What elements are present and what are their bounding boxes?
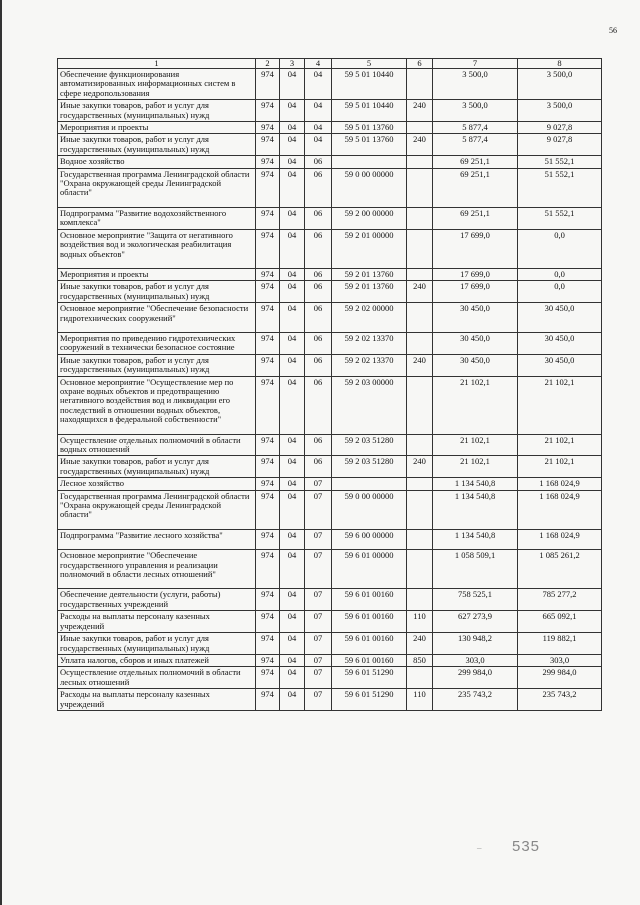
row-name-cell: Расходы на выплаты персоналу казенных учреждений: [58, 611, 256, 633]
table-row: [58, 654, 602, 666]
row-name-cell: Расходы на выплаты персоналу казенных учреждений: [58, 689, 256, 711]
row-amount-2-cell: 1 168 024,9: [518, 529, 602, 549]
row-amount-2-cell: 21 102,1: [518, 376, 602, 434]
row-target-cell: 59 2 03 51280: [332, 434, 407, 456]
row-type-cell: [407, 490, 433, 529]
row-type-cell: 110: [407, 611, 433, 633]
row-type-cell: [407, 168, 433, 207]
table-row: [58, 69, 602, 100]
row-subsection-cell: 07: [305, 611, 332, 633]
row-target-cell: 59 5 01 10440: [332, 100, 407, 122]
row-section-cell: 04: [280, 207, 305, 229]
budget-table: [57, 58, 602, 711]
row-amount-2-cell: 9 027,8: [518, 122, 602, 134]
row-subsection-cell: 06: [305, 354, 332, 376]
row-amount-2-cell: 51 552,1: [518, 168, 602, 207]
table-row: [58, 490, 602, 529]
header-cell: 3: [280, 59, 305, 69]
header-cell: 6: [407, 59, 433, 69]
row-target-cell: 59 6 01 51290: [332, 667, 407, 689]
row-section-cell: 04: [280, 69, 305, 100]
row-code-cell: 974: [256, 156, 280, 168]
row-type-cell: 240: [407, 633, 433, 655]
row-code-cell: 974: [256, 69, 280, 100]
row-target-cell: 59 2 02 13370: [332, 354, 407, 376]
row-target-cell: 59 2 03 51280: [332, 456, 407, 478]
row-type-cell: 110: [407, 689, 433, 711]
row-amount-1-cell: 235 743,2: [433, 689, 518, 711]
row-code-cell: 974: [256, 229, 280, 268]
table-row: [58, 332, 602, 354]
row-subsection-cell: 06: [305, 168, 332, 207]
row-amount-1-cell: 1 134 540,8: [433, 490, 518, 529]
row-type-cell: [407, 156, 433, 168]
row-code-cell: 974: [256, 529, 280, 549]
row-type-cell: [407, 332, 433, 354]
row-name-cell: Мероприятия и проекты: [58, 122, 256, 134]
row-name-cell: Иные закупки товаров, работ и услуг для государственных (муниципальных) нужд: [58, 354, 256, 376]
table-row: [58, 689, 602, 711]
row-code-cell: 974: [256, 490, 280, 529]
row-amount-2-cell: 9 027,8: [518, 134, 602, 156]
row-section-cell: 04: [280, 134, 305, 156]
row-amount-2-cell: 3 500,0: [518, 100, 602, 122]
row-amount-2-cell: 785 277,2: [518, 589, 602, 611]
row-target-cell: 59 6 01 51290: [332, 689, 407, 711]
row-section-cell: 04: [280, 156, 305, 168]
row-target-cell: 59 5 01 13760: [332, 134, 407, 156]
row-name-cell: Водное хозяйство: [58, 156, 256, 168]
row-code-cell: 974: [256, 268, 280, 280]
row-section-cell: 04: [280, 529, 305, 549]
row-type-cell: [407, 229, 433, 268]
table-row: [58, 268, 602, 280]
row-amount-2-cell: 1 085 261,2: [518, 550, 602, 589]
table-row: [58, 134, 602, 156]
row-section-cell: 04: [280, 229, 305, 268]
row-amount-2-cell: 303,0: [518, 654, 602, 666]
row-type-cell: [407, 589, 433, 611]
row-subsection-cell: 07: [305, 589, 332, 611]
row-section-cell: 04: [280, 478, 305, 490]
row-name-cell: Уплата налогов, сборов и иных платежей: [58, 654, 256, 666]
row-section-cell: 04: [280, 268, 305, 280]
table-row: [58, 478, 602, 490]
row-section-cell: 04: [280, 654, 305, 666]
row-name-cell: Основное мероприятие "Обеспечение государственного управления и реализации полномочий в области лесных отношений": [58, 550, 256, 589]
page-number: 56: [609, 26, 617, 35]
header-cell: 5: [332, 59, 407, 69]
row-amount-2-cell: 1 168 024,9: [518, 478, 602, 490]
row-amount-1-cell: 758 525,1: [433, 589, 518, 611]
row-target-cell: 59 2 03 00000: [332, 376, 407, 434]
row-amount-1-cell: 21 102,1: [433, 376, 518, 434]
row-amount-2-cell: 665 092,1: [518, 611, 602, 633]
row-subsection-cell: 06: [305, 229, 332, 268]
row-target-cell: 59 6 01 00160: [332, 589, 407, 611]
row-code-cell: 974: [256, 168, 280, 207]
row-subsection-cell: 06: [305, 156, 332, 168]
row-type-cell: [407, 207, 433, 229]
header-cell: 1: [58, 59, 256, 69]
table-row: [58, 456, 602, 478]
row-subsection-cell: 06: [305, 332, 332, 354]
row-code-cell: 974: [256, 281, 280, 303]
stamp-number: 535: [512, 838, 541, 855]
row-amount-1-cell: 3 500,0: [433, 69, 518, 100]
row-amount-1-cell: 5 877,4: [433, 122, 518, 134]
row-name-cell: Подпрограмма "Развитие лесного хозяйства": [58, 529, 256, 549]
row-code-cell: 974: [256, 478, 280, 490]
row-type-cell: [407, 529, 433, 549]
header-cell: 4: [305, 59, 332, 69]
row-name-cell: Осуществление отдельных полномочий в области водных отношений: [58, 434, 256, 456]
row-code-cell: 974: [256, 611, 280, 633]
row-type-cell: [407, 69, 433, 100]
row-amount-1-cell: 30 450,0: [433, 303, 518, 333]
row-amount-1-cell: 69 251,1: [433, 156, 518, 168]
row-subsection-cell: 06: [305, 281, 332, 303]
row-amount-2-cell: 30 450,0: [518, 354, 602, 376]
row-code-cell: 974: [256, 332, 280, 354]
row-target-cell: 59 2 02 00000: [332, 303, 407, 333]
row-type-cell: [407, 478, 433, 490]
row-section-cell: 04: [280, 376, 305, 434]
table-row: [58, 354, 602, 376]
row-amount-2-cell: 299 984,0: [518, 667, 602, 689]
row-section-cell: 04: [280, 281, 305, 303]
row-target-cell: 59 6 01 00160: [332, 633, 407, 655]
row-subsection-cell: 06: [305, 376, 332, 434]
row-type-cell: [407, 303, 433, 333]
row-amount-2-cell: 30 450,0: [518, 332, 602, 354]
row-type-cell: 240: [407, 134, 433, 156]
row-target-cell: 59 5 01 13760: [332, 122, 407, 134]
row-subsection-cell: 04: [305, 134, 332, 156]
header-cell: 2: [256, 59, 280, 69]
row-subsection-cell: 07: [305, 689, 332, 711]
row-amount-1-cell: 30 450,0: [433, 354, 518, 376]
table-row: [58, 156, 602, 168]
row-name-cell: Мероприятия и проекты: [58, 268, 256, 280]
row-amount-1-cell: 69 251,1: [433, 168, 518, 207]
row-name-cell: Подпрограмма "Развитие водохозяйственного комплекса": [58, 207, 256, 229]
row-code-cell: 974: [256, 689, 280, 711]
row-amount-1-cell: 17 699,0: [433, 268, 518, 280]
row-amount-1-cell: 30 450,0: [433, 332, 518, 354]
row-type-cell: [407, 434, 433, 456]
row-name-cell: Обеспечение деятельности (услуги, работы) государственных учреждений: [58, 589, 256, 611]
table-row: [58, 434, 602, 456]
row-subsection-cell: 06: [305, 207, 332, 229]
table-row: [58, 168, 602, 207]
table-row: [58, 281, 602, 303]
header-cell: 7: [433, 59, 518, 69]
row-section-cell: 04: [280, 354, 305, 376]
row-code-cell: 974: [256, 207, 280, 229]
table-row: [58, 207, 602, 229]
row-section-cell: 04: [280, 434, 305, 456]
table-header-row: [58, 59, 602, 69]
row-target-cell: 59 2 01 13760: [332, 281, 407, 303]
row-section-cell: 04: [280, 168, 305, 207]
row-target-cell: 59 6 00 00000: [332, 529, 407, 549]
row-amount-1-cell: 21 102,1: [433, 456, 518, 478]
row-section-cell: 04: [280, 456, 305, 478]
row-code-cell: 974: [256, 303, 280, 333]
row-code-cell: 974: [256, 134, 280, 156]
row-subsection-cell: 07: [305, 529, 332, 549]
row-code-cell: 974: [256, 376, 280, 434]
row-section-cell: 04: [280, 667, 305, 689]
table-row: [58, 229, 602, 268]
row-name-cell: Обеспечение функционирования автоматизированных информационных систем в сфере недропользования: [58, 69, 256, 100]
scan-edge: [0, 0, 2, 905]
row-amount-1-cell: 17 699,0: [433, 281, 518, 303]
row-code-cell: 974: [256, 354, 280, 376]
row-amount-2-cell: 235 743,2: [518, 689, 602, 711]
row-target-cell: 59 2 01 00000: [332, 229, 407, 268]
row-subsection-cell: 04: [305, 122, 332, 134]
row-target-cell: 59 0 00 00000: [332, 490, 407, 529]
row-amount-2-cell: 119 882,1: [518, 633, 602, 655]
row-amount-2-cell: 21 102,1: [518, 434, 602, 456]
row-type-cell: [407, 667, 433, 689]
row-amount-2-cell: 0,0: [518, 268, 602, 280]
row-name-cell: Основное мероприятие "Осуществление мер по охране водных объектов и предотвращению негативного воздействия вод и ликвидации его последствий в отношении водных объектов, находящихся в федеральной собственности": [58, 376, 256, 434]
header-cell: 8: [518, 59, 602, 69]
row-target-cell: 59 2 01 13760: [332, 268, 407, 280]
row-subsection-cell: 06: [305, 303, 332, 333]
row-amount-1-cell: 17 699,0: [433, 229, 518, 268]
row-target-cell: [332, 478, 407, 490]
row-subsection-cell: 06: [305, 434, 332, 456]
row-name-cell: Осуществление отдельных полномочий в области лесных отношений: [58, 667, 256, 689]
row-target-cell: 59 6 01 00000: [332, 550, 407, 589]
row-subsection-cell: 07: [305, 633, 332, 655]
row-subsection-cell: 07: [305, 478, 332, 490]
row-code-cell: 974: [256, 456, 280, 478]
row-section-cell: 04: [280, 633, 305, 655]
row-amount-1-cell: 21 102,1: [433, 434, 518, 456]
row-target-cell: 59 6 01 00160: [332, 654, 407, 666]
table-row: [58, 611, 602, 633]
row-subsection-cell: 07: [305, 490, 332, 529]
row-target-cell: 59 6 01 00160: [332, 611, 407, 633]
row-amount-2-cell: 0,0: [518, 229, 602, 268]
row-name-cell: Мероприятия по приведению гидротехнических сооружений в технически безопасное состояние: [58, 332, 256, 354]
row-subsection-cell: 07: [305, 667, 332, 689]
row-type-cell: 240: [407, 100, 433, 122]
row-section-cell: 04: [280, 122, 305, 134]
row-amount-2-cell: 3 500,0: [518, 69, 602, 100]
table-row: [58, 589, 602, 611]
row-subsection-cell: 07: [305, 654, 332, 666]
row-type-cell: [407, 550, 433, 589]
row-amount-2-cell: 30 450,0: [518, 303, 602, 333]
row-amount-1-cell: 1 134 540,8: [433, 529, 518, 549]
row-subsection-cell: 07: [305, 550, 332, 589]
row-code-cell: 974: [256, 122, 280, 134]
row-target-cell: 59 2 02 13370: [332, 332, 407, 354]
row-amount-1-cell: 5 877,4: [433, 134, 518, 156]
row-subsection-cell: 06: [305, 268, 332, 280]
row-name-cell: Государственная программа Ленинградской области "Охрана окружающей среды Ленинградской области": [58, 490, 256, 529]
row-code-cell: 974: [256, 589, 280, 611]
row-amount-1-cell: 299 984,0: [433, 667, 518, 689]
row-type-cell: [407, 376, 433, 434]
table-row: [58, 376, 602, 434]
row-name-cell: Иные закупки товаров, работ и услуг для государственных (муниципальных) нужд: [58, 134, 256, 156]
row-subsection-cell: 06: [305, 456, 332, 478]
row-name-cell: Лесное хозяйство: [58, 478, 256, 490]
row-section-cell: 04: [280, 332, 305, 354]
row-type-cell: [407, 122, 433, 134]
row-section-cell: 04: [280, 550, 305, 589]
row-section-cell: 04: [280, 100, 305, 122]
row-amount-1-cell: 303,0: [433, 654, 518, 666]
row-amount-2-cell: 51 552,1: [518, 207, 602, 229]
row-target-cell: 59 5 01 10440: [332, 69, 407, 100]
row-section-cell: 04: [280, 490, 305, 529]
row-amount-1-cell: 1 058 509,1: [433, 550, 518, 589]
row-amount-1-cell: 69 251,1: [433, 207, 518, 229]
row-name-cell: Государственная программа Ленинградской области "Охрана окружающей среды Ленинградской области": [58, 168, 256, 207]
row-name-cell: Основное мероприятие "Защита от негативного воздействия вод и экологическая реабилитация водных объектов": [58, 229, 256, 268]
row-section-cell: 04: [280, 589, 305, 611]
row-name-cell: Иные закупки товаров, работ и услуг для государственных (муниципальных) нужд: [58, 281, 256, 303]
row-amount-2-cell: 0,0: [518, 281, 602, 303]
row-amount-2-cell: 1 168 024,9: [518, 490, 602, 529]
row-name-cell: Иные закупки товаров, работ и услуг для государственных (муниципальных) нужд: [58, 633, 256, 655]
row-target-cell: 59 0 00 00000: [332, 168, 407, 207]
row-type-cell: 850: [407, 654, 433, 666]
row-amount-2-cell: 51 552,1: [518, 156, 602, 168]
row-code-cell: 974: [256, 654, 280, 666]
row-amount-1-cell: 1 134 540,8: [433, 478, 518, 490]
row-code-cell: 974: [256, 434, 280, 456]
row-amount-1-cell: 627 273,9: [433, 611, 518, 633]
row-target-cell: [332, 156, 407, 168]
row-target-cell: 59 2 00 00000: [332, 207, 407, 229]
row-type-cell: 240: [407, 281, 433, 303]
row-type-cell: 240: [407, 456, 433, 478]
row-name-cell: Иные закупки товаров, работ и услуг для государственных (муниципальных) нужд: [58, 456, 256, 478]
stamp-dash: –: [477, 843, 482, 853]
row-type-cell: [407, 268, 433, 280]
row-subsection-cell: 04: [305, 69, 332, 100]
row-name-cell: Иные закупки товаров, работ и услуг для государственных (муниципальных) нужд: [58, 100, 256, 122]
table-row: [58, 529, 602, 549]
table-row: [58, 550, 602, 589]
row-amount-1-cell: 3 500,0: [433, 100, 518, 122]
row-code-cell: 974: [256, 633, 280, 655]
row-code-cell: 974: [256, 550, 280, 589]
table-row: [58, 667, 602, 689]
table-row: [58, 100, 602, 122]
row-section-cell: 04: [280, 611, 305, 633]
row-code-cell: 974: [256, 667, 280, 689]
row-type-cell: 240: [407, 354, 433, 376]
row-subsection-cell: 04: [305, 100, 332, 122]
row-amount-2-cell: 21 102,1: [518, 456, 602, 478]
table-row: [58, 303, 602, 333]
row-amount-1-cell: 130 948,2: [433, 633, 518, 655]
row-name-cell: Основное мероприятие "Обеспечение безопасности гидротехнических сооружений": [58, 303, 256, 333]
table-row: [58, 122, 602, 134]
table-row: [58, 633, 602, 655]
row-code-cell: 974: [256, 100, 280, 122]
row-section-cell: 04: [280, 689, 305, 711]
row-section-cell: 04: [280, 303, 305, 333]
